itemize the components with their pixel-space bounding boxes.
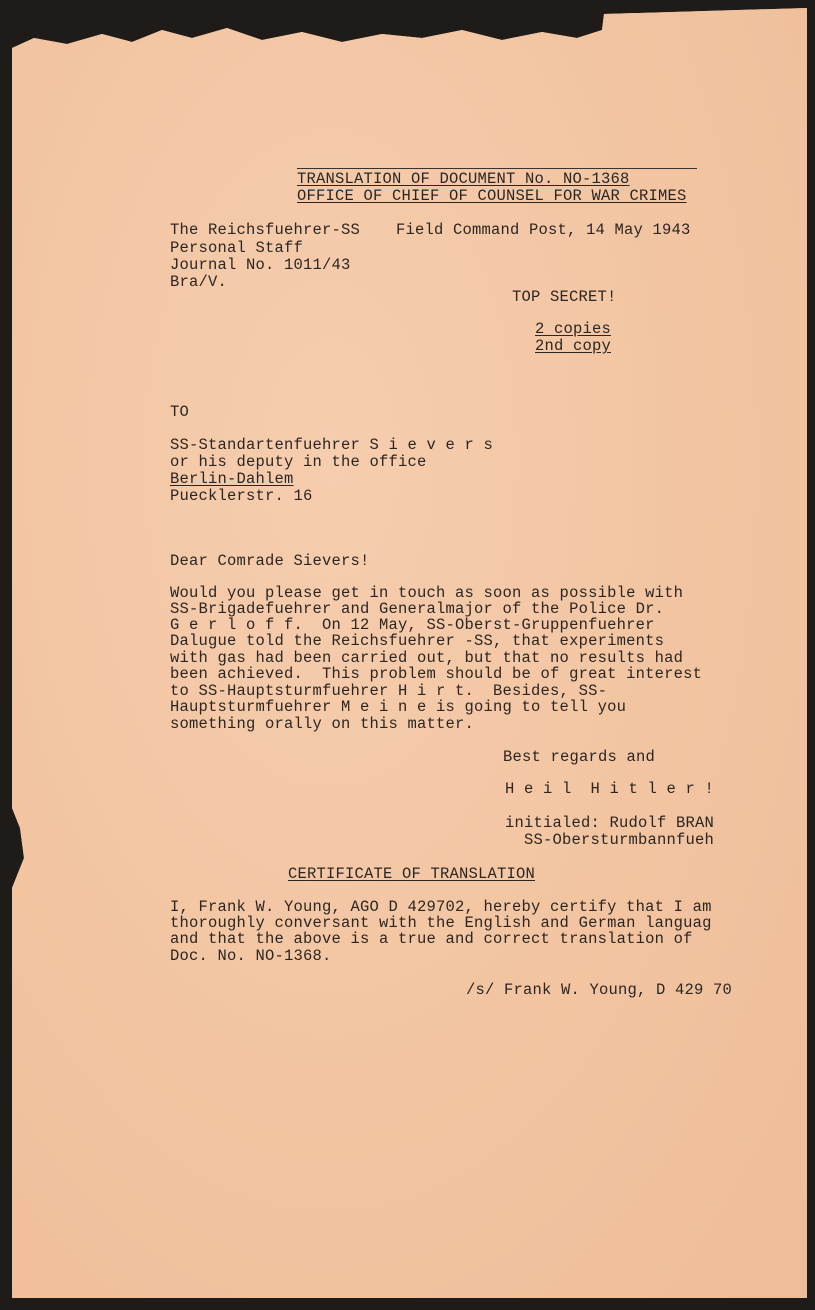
sender-line-1: The Reichsfuehrer-SS [170, 221, 361, 239]
translation-title: TRANSLATION OF DOCUMENT No. NO-1368 [297, 170, 630, 188]
body-line-5: with gas had been carried out, but that no results had [170, 649, 684, 667]
certificate-line-3: and that the above is a true and correct translation of [170, 930, 693, 948]
certificate-line-1: I, Frank W. Young, AGO D 429702, hereby certify that I am [170, 898, 712, 916]
body-line-9: something orally on this matter. [170, 715, 475, 733]
body-line-3: G e r l o f f. On 12 May, SS-Oberst-Gruppenfuehrer [170, 616, 655, 634]
copy-number: 2nd copy [535, 337, 612, 355]
body-line-7: to SS-Hauptsturmfuehrer H i r t. Besides, SS- [170, 682, 608, 700]
body-line-4: Dalugue told the Reichsfuehrer -SS, that experiments [170, 632, 665, 650]
certificate-line-4: Doc. No. NO-1368. [170, 947, 332, 965]
sender-line-2: Personal Staff [170, 239, 304, 257]
closing-regards: Best regards and [503, 748, 656, 766]
header-top-rule [297, 168, 697, 169]
recipient-line-4: Puecklerstr. 16 [170, 487, 313, 505]
sender-line-3: Journal No. 1011/43 [170, 256, 351, 274]
recipient-line-3: Berlin-Dahlem [170, 470, 294, 488]
copies-count: 2 copies [535, 320, 612, 338]
closing-salute: H e i l H i t l e r ! [505, 780, 715, 798]
sender-line-4: Bra/V. [170, 273, 228, 291]
signature-rank: SS-Obersturmbannfueh [524, 831, 715, 849]
certificate-line-2: thoroughly conversant with the English and German languag [170, 914, 712, 932]
body-line-8: Hauptsturmfuehrer M e i n e is going to tell you [170, 698, 627, 716]
certificate-title: CERTIFICATE OF TRANSLATION [288, 865, 536, 883]
recipient-line-2: or his deputy in the office [170, 453, 427, 471]
place-date: Field Command Post, 14 May 1943 [396, 221, 691, 239]
signature-initialed: initialed: Rudolf BRAN [505, 814, 715, 832]
body-line-6: been achieved. This problem should be of great interest [170, 665, 703, 683]
recipient-line-1: SS-Standartenfuehrer S i e v e r s [170, 436, 494, 454]
office-title: OFFICE OF CHIEF OF COUNSEL FOR WAR CRIMES [297, 187, 687, 205]
body-line-1: Would you please get in touch as soon as possible with [170, 584, 684, 602]
to-label: TO [170, 403, 190, 421]
body-line-2: SS-Brigadefuehrer and Generalmajor of the Police Dr. [170, 600, 665, 618]
top-secret-label: TOP SECRET! [512, 288, 617, 306]
salutation: Dear Comrade Sievers! [170, 552, 370, 570]
translator-signature: /s/ Frank W. Young, D 429 70 [466, 981, 733, 999]
